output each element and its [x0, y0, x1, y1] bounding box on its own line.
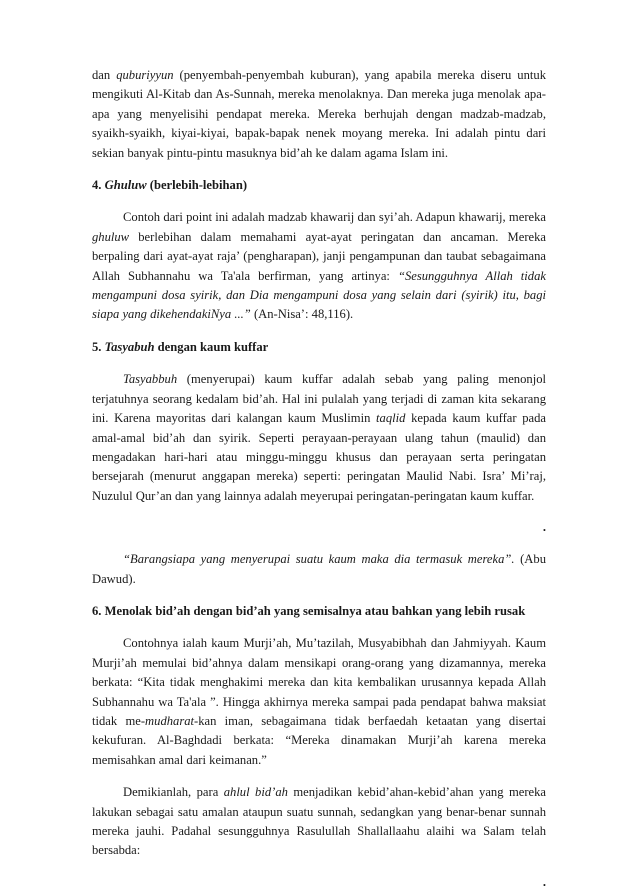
- heading-menolak-bidah: 6. Menolak bid’ah dengan bid’ah yang semisalnya atau bahkan yang lebih rusak: [92, 603, 526, 618]
- paragraph-demikianlah: Demikianlah, para ahlul bid’ah menjadikan kebid’ahan-kebid’ahan yang mereka lakukan sebagai satu amalan ataupun suatu sunnah, sedangkan yang benar-benar sunnah mereka jauhi. Padahal sesungguhnya Rasulullah Shallallaahu alaihi wa Salam telah bersabda:: [92, 785, 546, 858]
- text-span: dan: [92, 68, 117, 82]
- paragraph-tasyabuh: Tasyabbuh (menyerupai) kaum kuffar adalah sebab yang paling menonjol terjatuhnya seorang kedalam bid’ah. Hal ini pulalah yang terjadi di zaman kita sekarang ini. Karena mayoritas dari kalangan kaum Muslimin taqlid kepada kaum kuffar pada amal-amal bid’ah dan syirik. Seperti perayaan-perayaan ulang tahun (maulid) dan mengadakan hari-hari atau minggu-minggu khusus dan perayaan serta peringatan bersejarah (menurut anggapan mereka) seperti: peringatan Maulid Nabi. Isra’ Mi’raj, Nuzulul Qur’an dan yang lainnya adalah meyerupai peringatan-peringatan kaum kuffar.: [92, 372, 547, 503]
- term-taqlid: taqlid: [376, 411, 406, 426]
- term-quburiyyun: quburiyyun: [116, 68, 174, 82]
- quran-quote: “Sesungguhnya Allah tidak mengampuni dosa syirik, dan Dia mengampuni dosa yang selain dari (syirik) itu, bagi siapa yang dikehendakiNya ...”: [92, 268, 546, 322]
- paragraph-ghuluw: Contoh dari point ini adalah madzab khawarij dan syi’ah. Adapun khawarij, mereka ghuluw berlebihan dalam memahami ayat-ayat peringatan dan ancaman. Mereka berpaling dari ayat-ayat raja’ (pengharapan), janji pengampunan dan taubat sebagaimana Allah Subhannahu wa Ta'ala berfirman, yang artinya: “Sesungguhnya Allah tidak mengampuni dosa syirik, dan Dia mengampuni dosa yang selain dari (syirik) itu, bagi siapa yang dikehendakiNya ...” (An-Nisa’: 48,116).: [92, 210, 546, 322]
- document-page: [92, 66, 546, 892]
- heading-ghuluw: 4. Ghuluw (berlebih-lebihan): [92, 178, 248, 193]
- text-span: (penyembah-penyembah kuburan), yang apabila mereka diseru untuk mengikuti Al-Kitab dan As-Sunnah, mereka menolaknya. Dan mereka juga menolak apa-apa yang menyelisihi pendapat mereka. Mereka berhujah dengan madzab-madzab, syaikh-syaikh, kiyai-kiyai, bapak-bapak nenek moyang mereka. Ini adalah pintu dari sekian banyak pintu-pintu masuknya bid’ah ke dalam agama Islam ini.: [92, 68, 546, 160]
- arabic-text-placeholder: .: [542, 520, 546, 535]
- paragraph-intro: [92, 66, 546, 163]
- term-mudharat: mudharat: [145, 713, 195, 728]
- term-ahlul-bidah: ahlul bid’ah: [223, 785, 288, 800]
- paragraph-murjiah: Contohnya ialah kaum Murji’ah, Mu’tazilah, Musyabibhah dan Jahmiyyah. Kaum Murji’ah memulai bid’ahnya dalam mensikapi orang-orang yang dizamannya, mereka berkata: “Kita tidak menghakimi mereka dan kita kembalikan urusannya kepada Allah Subhannahu wa Ta'ala ”. Hingga akhirnya mereka sampai pada pendapat bahwa maksiat tidak me-mudharat-kan iman, sebagaimana tidak berfaedah ketaatan yang disertai kekufuran. Al-Baghdadi berkata: “Mereka dinamakan Murji’ah karena mereka memisahkan amal dari keimanan.”: [92, 636, 546, 767]
- term-tasyabbuh: Tasyabbuh: [123, 372, 178, 387]
- paragraph-hadith: “Barangsiapa yang menyerupai suatu kaum maka dia termasuk mereka”. (Abu Dawud).: [92, 552, 546, 586]
- heading-tasyabuh: 5. Tasyabuh dengan kaum kuffar: [92, 339, 269, 354]
- hadith-quote: “Barangsiapa yang menyerupai suatu kaum maka dia termasuk mereka”.: [123, 552, 515, 567]
- arabic-text-placeholder-2: .: [542, 874, 546, 889]
- term-ghuluw: ghuluw: [92, 229, 130, 244]
